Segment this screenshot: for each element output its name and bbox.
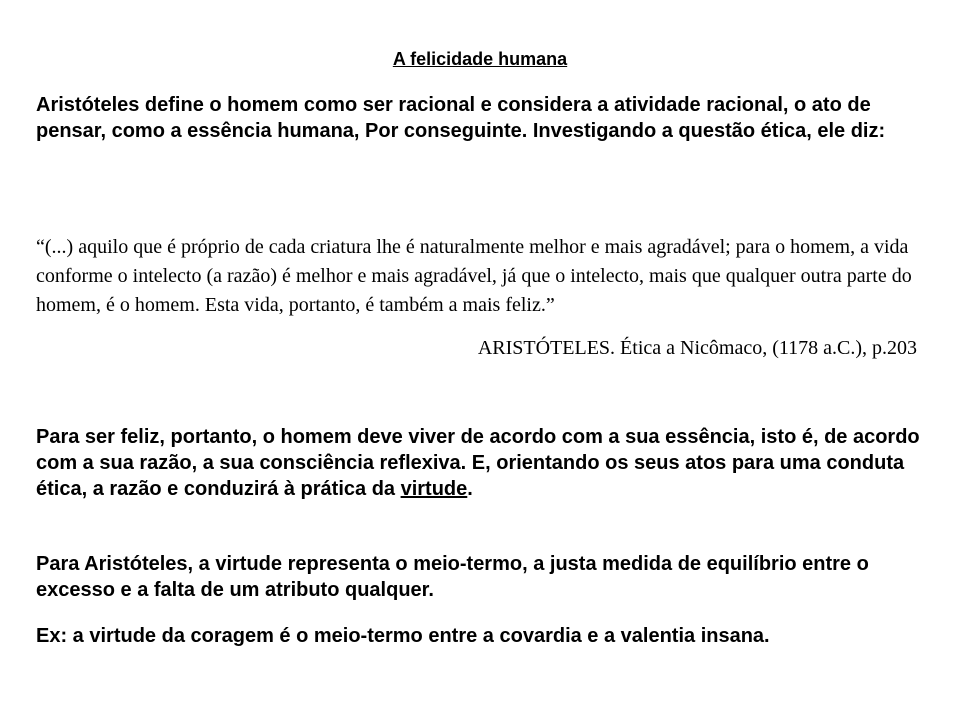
aristotle-quote: “(...) aquilo que é próprio de cada criatura lhe é naturalmente melhor e mais agradável; para o homem, a vida conforme o intelecto (a razão) é melhor e mais agradável, já que o intelecto, mais que qualquer outra parte do homem, é o homem. Esta vida, portanto, é também a mais feliz.” bbox=[36, 236, 912, 316]
intro-paragraph: Aristóteles define o homem como ser racional e considera a atividade racional, o ato de pensar, como a essência humana, Por conseguinte. Investigando a questão ética, ele diz: bbox=[36, 94, 886, 142]
quote-citation: ARISTÓTELES. Ética a Nicômaco, (1178 a.C.), p.203 bbox=[477, 337, 917, 359]
slide-title: A felicidade humana bbox=[392, 49, 568, 69]
virtude-term: virtude bbox=[400, 478, 468, 500]
courage-example-paragraph: Ex: a virtude da coragem é o meio-termo entre a covardia e a valentia insana. bbox=[36, 625, 770, 647]
happiness-paragraph bbox=[36, 424, 926, 502]
happiness-paragraph-text: Para ser feliz, portanto, o homem deve viver de acordo com a sua essência, isto é, de acordo com a sua razão, a sua consciência reflexiva. E, orientando os seus atos para uma conduta ética, a razão e conduzirá à prática da bbox=[36, 426, 920, 500]
virtue-definition-paragraph: Para Aristóteles, a virtude representa o meio-termo, a justa medida de equilíbrio entre o excesso e a falta de um atributo qualquer. bbox=[36, 553, 869, 601]
happiness-paragraph-end: . bbox=[467, 478, 473, 500]
